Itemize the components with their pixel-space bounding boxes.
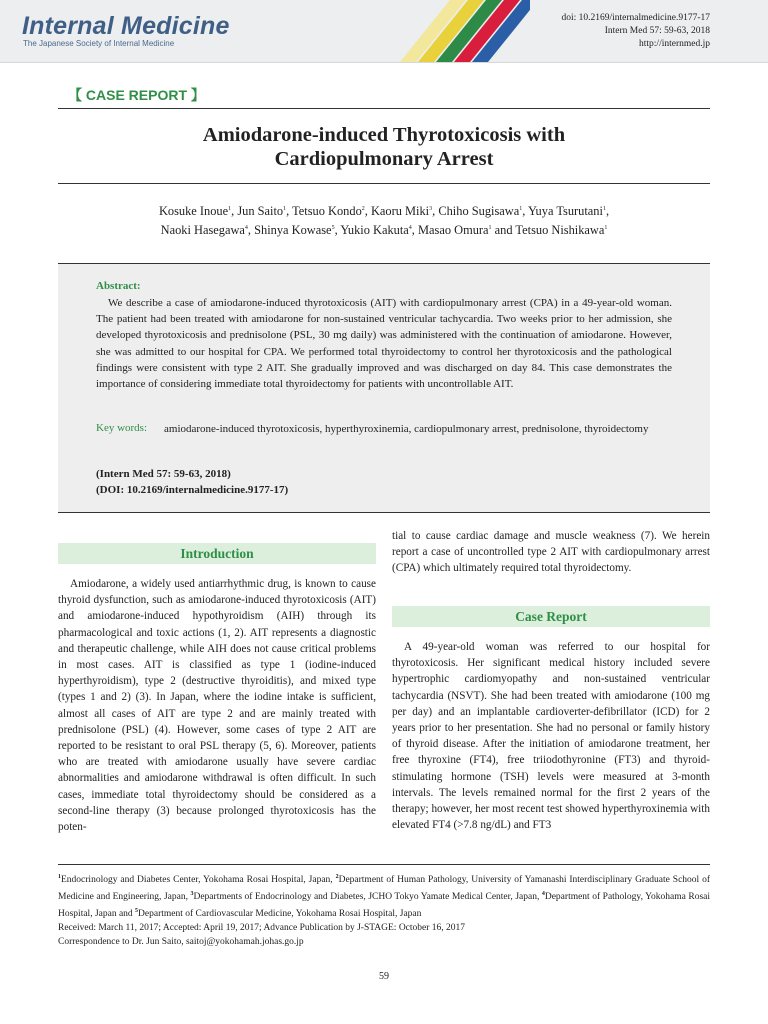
affiliation-marker: 1 [519, 206, 523, 212]
abstract-doi: (DOI: 10.2169/internalmedicine.9177-17) [96, 484, 289, 496]
journal-subtitle: The Japanese Society of Internal Medicine [23, 39, 175, 48]
author-line-2: Naoki Hasegawa$^4$, Shinya Kowase$^5$, Yukio Kakuta$^4$, Masao Omura$^1$ and Tetsuo Nishikawa$^1$ [160, 223, 608, 238]
affiliation-text: Department of Human Pathology, University of Yamanashi Interdisciplinary Graduate School of Medicine and Engineering, Japan, [58, 875, 710, 903]
affiliation-marker: 1 [488, 225, 492, 232]
header-url[interactable]: http://internmed.jp [639, 39, 710, 49]
affiliation-number: 2 [335, 874, 339, 880]
section-heading-introduction: Introduction [58, 543, 376, 564]
affiliation-marker: 4 [244, 225, 248, 232]
author: Tetsuo Kondo [292, 204, 362, 219]
title-line-1: Amiodarone-induced Thyrotoxicosis with [202, 124, 566, 146]
affiliation-number: 4 [541, 891, 545, 898]
affiliation-text: Department of Pathology, Yokohama Rosai Hospital, Japan and [58, 892, 710, 920]
correspondence: Correspondence to Dr. Jun Saito, saitoj@yokohamah.johas.go.jp [58, 937, 304, 948]
author: Chiho Sugisawa [438, 204, 520, 219]
affiliation-marker: 1 [283, 206, 287, 212]
affiliation-marker: 2 [361, 206, 365, 212]
abstract-text: We describe a case of amiodarone-induced thyrotoxicosis (AIT) with cardiopulmonary arrest (CPA) in a 49-year-old woman. The patient had been treated with amiodarone for non-sustained ventricular tachycardia. Two weeks prior to her admission, she developed thyrotoxicosis and prednisolone (PSL, 30 mg daily) was administered with the continuation of amiodarone. However, she was admitted to our hospital for CPA. We performed total thyroidectomy to control her thyrotoxicosis and the pathological findings were consistent with type 2 AIT. She gradually improved and was discharged on day 84. This case demonstrates the importance of considering immediate total thyroidectomy for patients with uncontrollable AIT. [96, 297, 672, 391]
affiliation-marker: 5 [331, 225, 335, 232]
author: Naoki Hasegawa [160, 223, 245, 238]
article-title [58, 123, 710, 171]
abstract-heading: Abstract: [96, 280, 141, 292]
header-doi: doi: 10.2169/internalmedicine.9177-17 [561, 13, 710, 23]
author: Masao Omura [418, 223, 489, 238]
author: Kosuke Inoue [158, 204, 229, 219]
author: Shinya Kowase [254, 223, 332, 238]
received-dates: Received: March 11, 2017; Accepted: April 19, 2017; Advance Publication by J-STAGE: October 16, 2017 [58, 923, 466, 934]
affiliation-number: 5 [135, 908, 139, 915]
header-citation: Intern Med 57: 59-63, 2018 [604, 26, 710, 36]
affiliation-text: Departments of Endocrinology and Diabetes, JCHO Tokyo Yamate Medical Center, Japan, [193, 892, 542, 903]
author: Kaoru Miki [370, 204, 430, 219]
abstract-bottom-rule [58, 512, 710, 513]
affiliations [58, 870, 710, 921]
author: Yukio Kakuta [340, 223, 409, 238]
introduction-continuation: tial to cause cardiac damage and muscle weakness (7). We herein report a case of uncontrolled type 2 AIT with cardiopulmonary arrest (CPA) which ultimately required total thyroidectomy. [392, 530, 710, 575]
affiliation-marker: 1 [228, 206, 232, 212]
affiliation-text: Endocrinology and Diabetes Center, Yokohama Rosai Hospital, Japan, [61, 875, 336, 886]
introduction-body [58, 576, 376, 835]
keywords-heading: Key words: [96, 422, 148, 434]
footnotes [58, 870, 710, 949]
affiliation-marker: 1 [604, 225, 608, 232]
section-heading-case-report: Case Report [392, 606, 710, 627]
author: Tetsuo Nishikawa [515, 223, 605, 238]
affiliation-text: Department of Cardiovascular Medicine, Yokohama Rosai Hospital, Japan [138, 909, 422, 920]
title-line-2: Cardiopulmonary Arrest [274, 148, 494, 170]
journal-logo-stripes [380, 0, 530, 62]
author: Jun Saito [237, 204, 284, 219]
journal-title: Internal Medicine [22, 12, 230, 40]
author-list [58, 201, 710, 239]
case-report-paragraph: A 49-year-old woman was referred to our hospital for thyrotoxicosis. Her significant medical history included severe hypertrophic cardiomyopathy and non-sustained ventricular tachycardia (NSVT). She had been treated with amiodarone (100 mg per day) and an implantable cardioverter-defibrillator (ICD) for 2 years prior to her presentation. She had no personal or family history of thyroid disease. After the initiation of amiodarone treatment, her free thyroxine (FT4), free triiodothyronine (FT3) and thyroid-stimulating hormone (TSH) levels were measured at 3-month intervals. The levels remained normal for the first 2 years of the therapy; however, her most recent test showed hyperthyroxinemia with elevated FT4 (>7.8 ng/dL) and FT3 [392, 641, 710, 832]
author-line-1: Kosuke Inoue$^1$, Jun Saito$^1$, Tetsuo Kondo$^2$, Kaoru Miki$^3$, Chiho Sugisawa$^1$, Yuya Tsurutani$^1$, [158, 204, 610, 219]
footnote-rule [58, 864, 710, 865]
affiliation-marker: 3 [429, 206, 433, 212]
keywords-text: amiodarone-induced thyrotoxicosis, hyperthyroxinemia, cardiopulmonary arrest, prednisolone, thyroidectomy [164, 423, 649, 435]
article-type-label: 【 CASE REPORT 】 [68, 87, 205, 103]
journal-header [0, 0, 768, 63]
title-top-rule [58, 108, 710, 109]
case-report-body [392, 639, 710, 833]
abstract-citation: (Intern Med 57: 59-63, 2018) [96, 468, 231, 480]
abstract-box [58, 263, 710, 512]
affiliation-number: 3 [190, 891, 194, 898]
title-bottom-rule [58, 183, 710, 184]
affiliation-marker: 1 [602, 206, 606, 212]
author: Yuya Tsurutani [527, 204, 603, 219]
introduction-continuation-body [392, 528, 710, 577]
introduction-paragraph: Amiodarone, a widely used antiarrhythmic drug, is known to cause thyroid dysfunction, such as amiodarone-induced thyrotoxicosis (AIT) and amiodarone-induced hypothyroidism (AIH) through its pharmacological and toxic actions (1, 2). AIT represents a diagnostic and therapeutic challenge, while AIH does not cause critical problems in most cases. AIT is classified as type 1 (iodine-induced hyperthyroidism), type 2 (destructive thyroiditis), and mixed type (types 1 and 2) (3). In Japan, where the iodine intake is sufficient, almost all cases of AIT are type 2 and are mainly treated with prednisolone (PSL) (4). However, some cases of type 2 AIT are reported to be resistant to oral PSL therapy (5, 6). Moreover, patients who are treated with amiodarone usually have severe cardiac abnormalities and amiodarone withdrawal is often difficult. In such cases, immediate total thyroidectomy should be considered as a second-line therapy (3) because prolonged thyrotoxicosis has the poten- [58, 578, 376, 834]
article-meta [561, 12, 710, 51]
affiliation-number: 1 [58, 874, 61, 880]
page-number: 59 [379, 971, 389, 982]
affiliation-marker: 4 [408, 225, 412, 232]
